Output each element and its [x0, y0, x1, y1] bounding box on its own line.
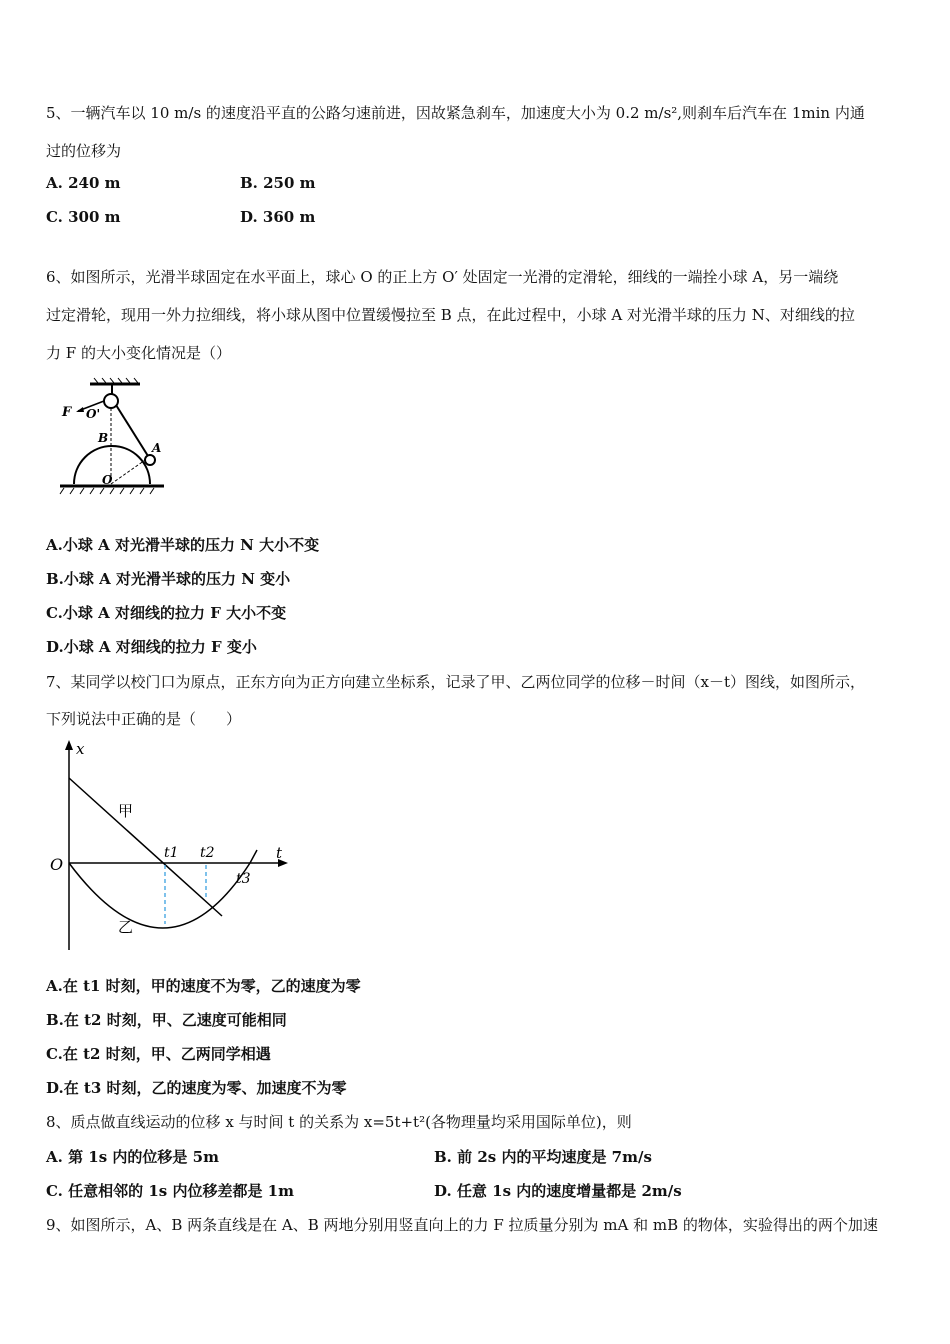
label-a: A [152, 441, 162, 455]
q5-option-b: B. 250 m [240, 174, 316, 192]
label-t3: t3 [236, 871, 251, 887]
q8-option-d: D. 任意 1s 内的速度增量都是 2m/s [434, 1182, 682, 1200]
q6-hemisphere-pulley-figure [52, 374, 172, 498]
label-o-prime: O' [86, 407, 101, 421]
q8-option-a: A. 第 1s 内的位移是 5m [46, 1148, 219, 1166]
q6-option-b: B.小球 A 对光滑半球的压力 N 变小 [46, 570, 291, 588]
q5-option-a: A. 240 m [46, 174, 121, 192]
label-o: O [102, 473, 113, 487]
q6-option-d: D.小球 A 对细线的拉力 F 变小 [46, 638, 257, 656]
q7-xt-graph [44, 738, 294, 954]
q5-stem-line1: 5、一辆汽车以 10 m/s 的速度沿平直的公路匀速前进，因故紧急刹车，加速度大小为 0.2 m/s²,则刹车后汽车在 1min 内通 [46, 104, 865, 122]
ball-a-icon [145, 455, 155, 465]
q6-stem-line2: 过定滑轮，现用一外力拉细线，将小球从图中位置缓慢拉至 B 点，在此过程中，小球 A 对光滑半球的压力 N、对细线的拉 [46, 306, 855, 324]
q6-stem-line3: 力 F 的大小变化情况是（） [46, 344, 231, 362]
q5-stem-line2: 过的位移为 [46, 142, 122, 160]
q7-option-b: B.在 t2 时刻，甲、乙速度可能相同 [46, 1011, 287, 1029]
q5-option-c: C. 300 m [46, 208, 121, 226]
ground-hatch [60, 488, 154, 494]
label-x: x [76, 740, 85, 758]
q8-option-b: B. 前 2s 内的平均速度是 7m/s [434, 1148, 652, 1166]
q6-option-c: C.小球 A 对细线的拉力 F 大小不变 [46, 604, 287, 622]
ceiling-hatch [94, 378, 138, 383]
label-t1: t1 [164, 845, 179, 861]
label-yi: 乙 [118, 918, 134, 936]
q7-stem-line2: 下列说法中正确的是（ ） [46, 710, 242, 728]
y-arrow-icon [65, 740, 73, 750]
q9-stem-line1: 9、如图所示，A、B 两条直线是在 A、B 两地分别用竖直向上的力 F 拉质量分别为 mA 和 mB 的物体，实验得出的两个加速 [46, 1216, 878, 1234]
q6-stem-line1: 6、如图所示，光滑半球固定在水平面上，球心 O 的正上方 O′ 处固定一光滑的定滑轮，细线的一端拴小球 A，另一端绕 [46, 268, 839, 286]
label-t2: t2 [200, 845, 215, 861]
q7-option-c: C.在 t2 时刻，甲、乙两同学相遇 [46, 1045, 271, 1063]
label-jia: 甲 [118, 802, 134, 820]
q5-option-d: D. 360 m [240, 208, 316, 226]
q8-option-c: C. 任意相邻的 1s 内位移差都是 1m [46, 1182, 294, 1200]
q8-stem-line1: 8、质点做直线运动的位移 x 与时间 t 的关系为 x=5t+t²(各物理量均采用国际单位)，则 [46, 1113, 632, 1131]
curve-yi [69, 850, 257, 928]
q7-option-d: D.在 t3 时刻，乙的速度为零、加速度不为零 [46, 1079, 347, 1097]
q7-stem-line1: 7、某同学以校门口为原点，正东方向为正方向建立坐标系，记录了甲、乙两位同学的位移－时间（x－t）图线，如图所示， [46, 673, 866, 691]
q6-option-a: A.小球 A 对光滑半球的压力 N 大小不变 [46, 536, 320, 554]
force-arrow-icon [76, 407, 84, 412]
label-b: B [98, 431, 109, 445]
label-f: F [62, 405, 72, 420]
q7-option-a: A.在 t1 时刻，甲的速度不为零，乙的速度为零 [46, 977, 361, 995]
label-t: t [276, 844, 283, 862]
label-origin: O [50, 855, 64, 874]
